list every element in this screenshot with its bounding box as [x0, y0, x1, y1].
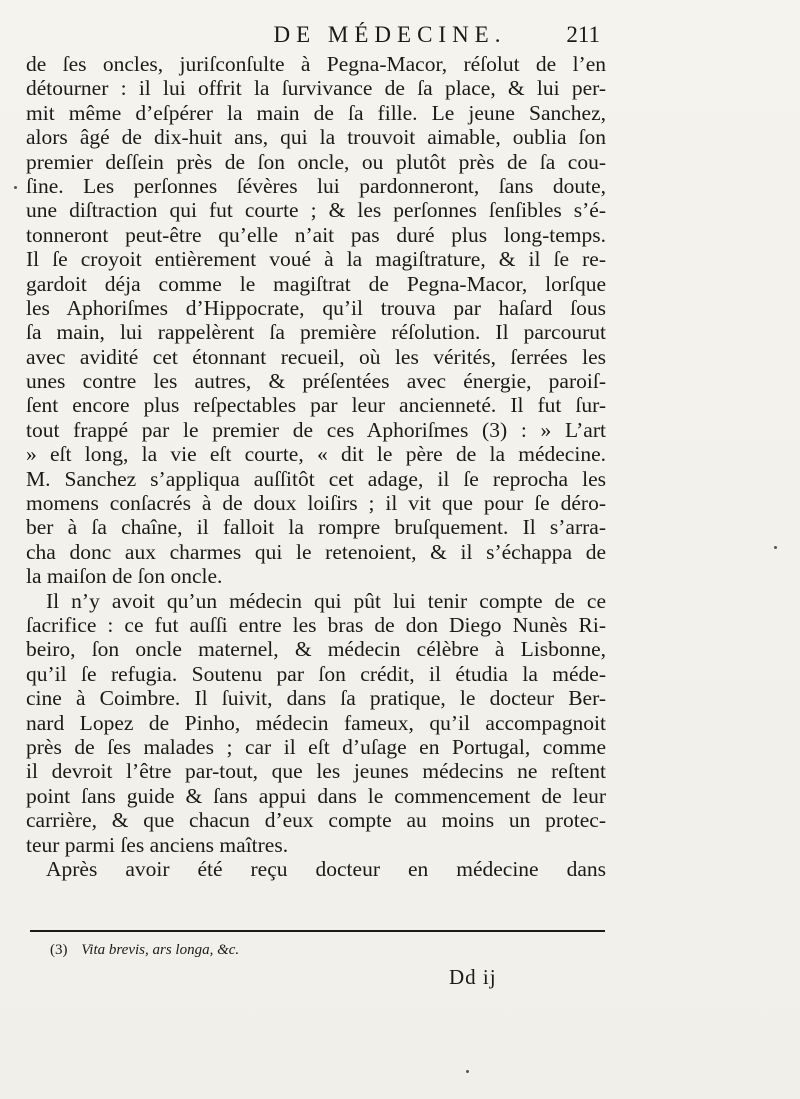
main-text [26, 52, 606, 881]
signature-mark: Dd ij [449, 965, 497, 989]
text-line: M. Sanchez s’appliqua auſſitôt cet adage, il ſe reprocha les [26, 466, 606, 491]
text-line: Il n’y avoit qu’un médecin qui pût lui tenir compte de ce [46, 588, 606, 613]
text-line: près de ſes malades ; car il eſt d’uſage en Portugal, comme [26, 734, 606, 759]
running-title: DE MÉDECINE. [273, 22, 507, 47]
text-line: de ſes oncles, juriſconſulte à Pegna-Macor, réſolut de l’en [26, 52, 606, 76]
text-line: » eſt long, la vie eſt courte, « dit le père de la médecine. [26, 442, 606, 467]
text-line: momens conſacrés à de doux loiſirs ; il vit que pour ſe déro- [26, 491, 606, 516]
text-line: ſent encore plus reſpectables par leur ancienneté. Il fut ſur- [26, 393, 606, 418]
text-line: cine à Coimbre. Il ſuivit, dans ſa pratique, le docteur Ber- [26, 686, 606, 711]
text-line: nard Lopez de Pinho, médecin fameux, qu’il accompagnoit [26, 710, 606, 735]
text-line: Après avoir été reçu docteur en médecine dans [46, 856, 606, 881]
text-line: gardoit déja comme le magiſtrat de Pegna-Macor, lorſque [26, 271, 606, 296]
text-line: beiro, ſon oncle maternel, & médecin célèbre à Lisbonne, [26, 637, 606, 662]
text-line: unes contre les autres, & préſentées avec énergie, paroiſ- [26, 369, 606, 394]
footnote-text: Vita brevis, ars longa, &c. [81, 942, 240, 958]
text-line: avec avidité cet étonnant recueil, où les vérités, ſerrées les [26, 344, 606, 369]
text-line: qu’il ſe refugia. Soutenu par ſon crédit, il étudia la méde- [26, 661, 606, 686]
page-number: 211 [566, 22, 600, 47]
text-line: la maiſon de ſon oncle. [26, 564, 223, 589]
text-line: ſa main, lui rappelèrent ſa première réſolution. Il parcourut [26, 320, 606, 345]
text-line: premier deſſein près de ſon oncle, ou plutôt près de ſa cou- [26, 149, 606, 174]
text-line: alors âgé de dix-huit ans, qui la trouvoit aimable, oublia ſon [26, 125, 606, 150]
text-line: ber à ſa chaîne, il falloit la rompre bruſquement. Il s’arra- [26, 515, 606, 540]
text-line: teur parmi ſes anciens maîtres. [26, 832, 289, 857]
text-line: tonneront peut-être qu’elle n’ait pas duré plus long-temps. [26, 222, 606, 247]
footnote-mark: (3) [50, 942, 68, 958]
footnote [50, 942, 239, 959]
text-line: tout frappé par le premier de ces Aphoriſmes (3) : » L’art [26, 417, 606, 442]
text-line: il devroit l’être par-tout, que les jeunes médecins ne reſtent [26, 759, 606, 784]
text-line: cha donc aux charmes qui le retenoient, & il s’échappa de [26, 539, 606, 564]
text-line: ſacrifice : ce fut auſſi entre les bras de don Diego Nunès Ri- [26, 612, 606, 637]
paper-speck [466, 1070, 469, 1073]
text-line: ſine. Les perſonnes ſévères lui pardonneront, ſans doute, [26, 173, 606, 198]
text-line: Il ſe croyoit entièrement voué à la magiſtrature, & il ſe re- [26, 247, 606, 272]
footnote-rule [30, 930, 605, 932]
paper-speck [774, 546, 777, 549]
text-line: point ſans guide & ſans appui dans le commencement de leur [26, 783, 606, 808]
text-line: carrière, & que chacun d’eux compte au moins un protec- [26, 808, 606, 833]
text-line: une diſtraction qui fut courte ; & les perſonnes ſenſibles s’é- [26, 198, 606, 223]
paper-speck [14, 186, 17, 189]
text-line: mit même d’eſpérer la main de ſa fille. Le jeune Sanchez, [26, 100, 606, 125]
text-line: détourner : il lui offrit la ſurvivance de ſa place, & lui per- [26, 76, 606, 101]
text-line: les Aphoriſmes d’Hippocrate, qu’il trouva par haſard ſous [26, 295, 606, 320]
